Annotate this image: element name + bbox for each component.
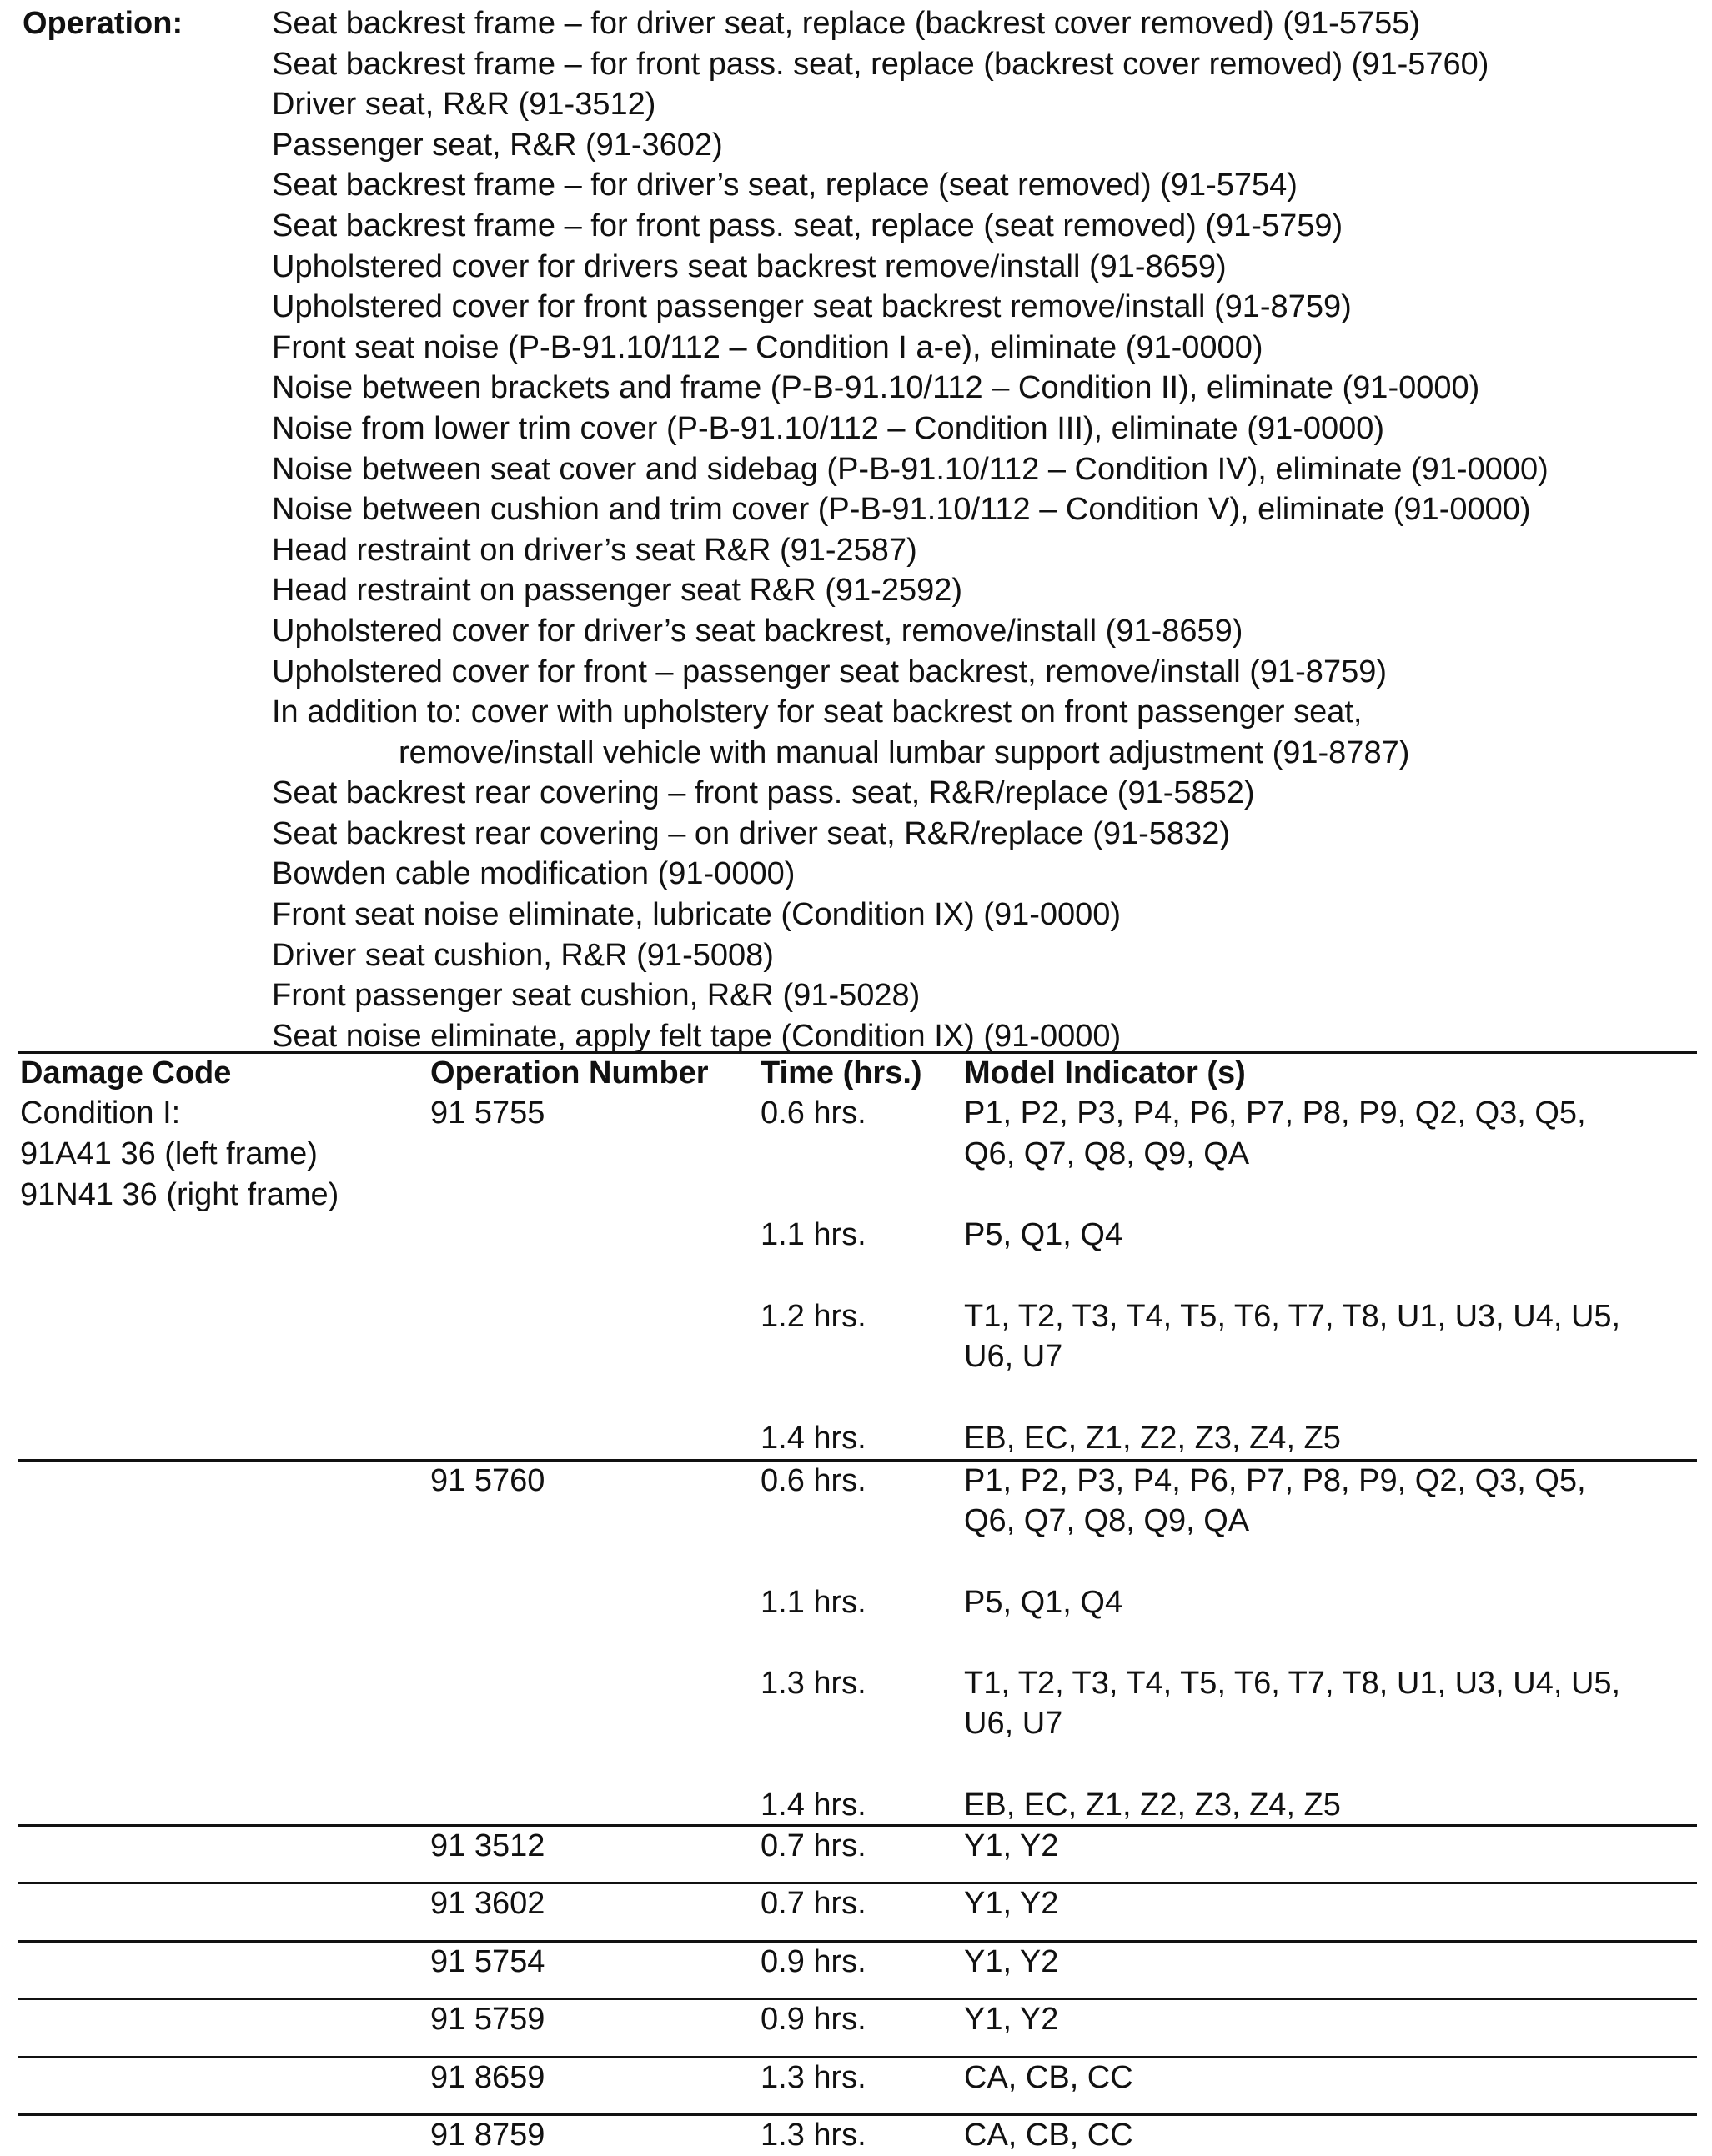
model-indicator: Q6, Q7, Q8, Q9, QA: [964, 1503, 1250, 1538]
model-indicator: P1, P2, P3, P4, P6, P7, P8, P9, Q2, Q3, Q5,: [964, 1463, 1586, 1498]
time-value: 1.1 hrs.: [761, 1585, 866, 1620]
operation-line: Seat noise eliminate, apply felt tape (Condition IX) (91-0000): [272, 1018, 1122, 1054]
model-indicator: Q6, Q7, Q8, Q9, QA: [964, 1136, 1250, 1171]
header-time: Time (hrs.): [761, 1055, 922, 1091]
operation-number: 91 3602: [430, 1886, 545, 1921]
model-indicator: P5, Q1, Q4: [964, 1217, 1123, 1252]
model-indicator: Y1, Y2: [964, 1828, 1059, 1863]
time-value: 0.6 hrs.: [761, 1096, 866, 1131]
operation-line: Seat backrest frame – for front pass. seat, replace (backrest cover removed) (91-5760): [272, 46, 1489, 82]
operation-number: 91 8659: [430, 2060, 545, 2095]
operation-line: Upholstered cover for front passenger seat backrest remove/install (91-8759): [272, 289, 1352, 325]
operation-label: Operation:: [23, 6, 183, 41]
model-indicator: Y1, Y2: [964, 1886, 1059, 1921]
operation-line: Head restraint on driver’s seat R&R (91-2587): [272, 532, 917, 568]
model-indicator: U6, U7: [964, 1706, 1063, 1741]
header-damage-code: Damage Code: [20, 1055, 232, 1091]
operation-number: 91 5760: [430, 1463, 545, 1498]
time-value: 1.3 hrs.: [761, 1666, 866, 1701]
operation-line: Front seat noise (P-B-91.10/112 – Condition I a-e), eliminate (91-0000): [272, 329, 1263, 365]
time-value: 1.2 hrs.: [761, 1299, 866, 1334]
operation-line: Noise between seat cover and sidebag (P-B-91.10/112 – Condition IV), eliminate (91-0000): [272, 451, 1549, 487]
operation-line: Upholstered cover for front – passenger seat backrest, remove/install (91-8759): [272, 654, 1387, 689]
operation-line: Seat backrest frame – for driver’s seat, replace (seat removed) (91-5754): [272, 168, 1298, 203]
operation-line: Seat backrest rear covering – on driver seat, R&R/replace (91-5832): [272, 815, 1230, 851]
time-value: 0.9 hrs.: [761, 1944, 866, 1979]
operation-line: Noise between cushion and trim cover (P-B-91.10/112 – Condition V), eliminate (91-0000): [272, 492, 1531, 528]
time-value: 1.4 hrs.: [761, 1787, 866, 1823]
operation-line: Passenger seat, R&R (91-3602): [272, 127, 723, 163]
model-indicator: U6, U7: [964, 1339, 1063, 1374]
model-indicator: CA, CB, CC: [964, 2060, 1133, 2095]
model-indicator: P1, P2, P3, P4, P6, P7, P8, P9, Q2, Q3, Q5,: [964, 1096, 1586, 1131]
time-value: 0.6 hrs.: [761, 1463, 866, 1498]
operation-number: 91 5755: [430, 1096, 545, 1131]
time-value: 0.7 hrs.: [761, 1828, 866, 1863]
time-value: 1.4 hrs.: [761, 1421, 866, 1456]
operation-line: Head restraint on passenger seat R&R (91-2592): [272, 573, 963, 609]
time-value: 1.3 hrs.: [761, 2118, 866, 2153]
model-indicator: EB, EC, Z1, Z2, Z3, Z4, Z5: [964, 1421, 1341, 1456]
damage-code-line: 91N41 36 (right frame): [20, 1177, 339, 1212]
operation-number: 91 5754: [430, 1944, 545, 1979]
operation-number: 91 5759: [430, 2002, 545, 2037]
damage-code-line: Condition I:: [20, 1096, 181, 1131]
operation-line: Seat backrest rear covering – front pass. seat, R&R/replace (91-5852): [272, 775, 1255, 811]
operation-line: Driver seat cushion, R&R (91-5008): [272, 937, 774, 973]
operation-line: Seat backrest frame – for front pass. seat, replace (seat removed) (91-5759): [272, 208, 1343, 243]
operation-number: 91 3512: [430, 1828, 545, 1863]
time-value: 0.7 hrs.: [761, 1886, 866, 1921]
model-indicator: Y1, Y2: [964, 1944, 1059, 1979]
model-indicator: T1, T2, T3, T4, T5, T6, T7, T8, U1, U3, U4, U5,: [964, 1666, 1621, 1701]
time-value: 1.1 hrs.: [761, 1217, 866, 1252]
model-indicator: EB, EC, Z1, Z2, Z3, Z4, Z5: [964, 1787, 1341, 1823]
time-value: 0.9 hrs.: [761, 2002, 866, 2037]
operation-line: Noise from lower trim cover (P-B-91.10/112 – Condition III), eliminate (91-0000): [272, 410, 1385, 446]
operation-list: [272, 3, 1702, 1056]
operation-line: Driver seat, R&R (91-3512): [272, 87, 656, 123]
operation-line: Seat backrest frame – for driver seat, replace (backrest cover removed) (91-5755): [272, 6, 1421, 41]
model-indicator: P5, Q1, Q4: [964, 1585, 1123, 1620]
damage-code-line: 91A41 36 (left frame): [20, 1136, 318, 1171]
operation-number: 91 8759: [430, 2118, 545, 2153]
header-model-indicator: Model Indicator (s): [964, 1055, 1246, 1091]
header-operation-number: Operation Number: [430, 1055, 709, 1091]
model-indicator: Y1, Y2: [964, 2002, 1059, 2037]
operation-line: In addition to: cover with upholstery for seat backrest on front passenger seat,: [272, 694, 1363, 730]
operation-line: Bowden cable modification (91-0000): [272, 856, 796, 892]
operation-line: Upholstered cover for drivers seat backrest remove/install (91-8659): [272, 248, 1227, 284]
operation-line: Upholstered cover for driver’s seat backrest, remove/install (91-8659): [272, 613, 1243, 649]
operation-line: Noise between brackets and frame (P-B-91.10/112 – Condition II), eliminate (91-0000): [272, 370, 1480, 406]
operation-line-continuation: remove/install vehicle with manual lumbar support adjustment (91-8787): [399, 735, 1410, 770]
model-indicator: T1, T2, T3, T4, T5, T6, T7, T8, U1, U3, U4, U5,: [964, 1299, 1621, 1334]
operation-line: Front passenger seat cushion, R&R (91-5028): [272, 978, 921, 1014]
model-indicator: CA, CB, CC: [964, 2118, 1133, 2153]
time-value: 1.3 hrs.: [761, 2060, 866, 2095]
operation-line: Front seat noise eliminate, lubricate (Condition IX) (91-0000): [272, 897, 1122, 933]
